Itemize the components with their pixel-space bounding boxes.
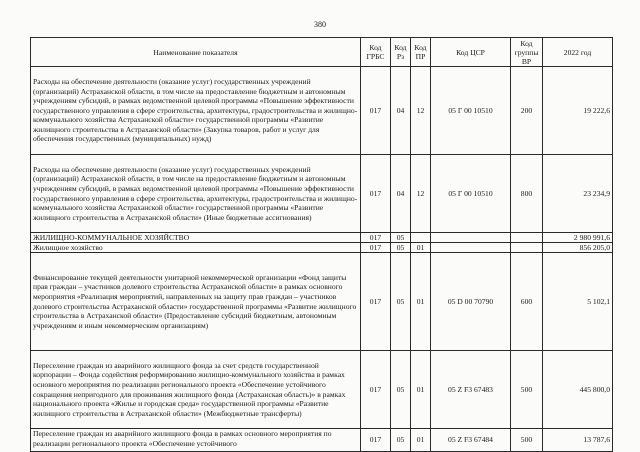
row-vr: 500 bbox=[511, 351, 543, 429]
header-year: 2022 год bbox=[543, 38, 613, 67]
row-grbs: 017 bbox=[361, 67, 391, 155]
row-name: Переселение граждан из аварийного жилищного фонда за счет средств государственной корпорации – Фонда содействия реформированию жилищно-коммунального хозяйства в рамках основного мероприятия по реализации регионального проекта «Обеспечение устойчивого сокращения непригодного для проживания жилищного фонда (Астраханская область)» в рамках национального проекта «Жилье и городская среда» государственной программы «Развитие жилищного строительства в Астраханской области» (Межбюджетные трансферты) bbox=[31, 351, 361, 429]
row-rz: 05 bbox=[391, 243, 411, 253]
row-rz: 05 bbox=[391, 233, 411, 243]
table-row bbox=[31, 233, 613, 243]
header-csr: Код ЦСР bbox=[431, 38, 511, 67]
row-csr bbox=[431, 233, 511, 243]
row-vr: 200 bbox=[511, 67, 543, 155]
row-vr: 600 bbox=[511, 253, 543, 351]
row-sum: 2 980 991,6 bbox=[543, 233, 613, 243]
row-grbs: 017 bbox=[361, 253, 391, 351]
row-sum: 23 234,9 bbox=[543, 155, 613, 233]
table-header-row bbox=[31, 38, 613, 67]
page-number: 380 bbox=[314, 20, 326, 29]
header-grbs: Код ГРБС bbox=[361, 38, 391, 67]
row-name: Расходы на обеспечение деятельности (оказание услуг) государственных учреждений (организаций) Астраханской области, в том числе на предоставление бюджетным и автономным учреждениям субсидий, в рамках ведомственной целевой программы «Повышение эффективности государственного управления в сфере строительства, архитектуры, градостроительства и жилищно-коммунального хозяйства Астраханской области» государственной программы «Развитие жилищного строительства в Астраханской области» (Иные бюджетные ассигнования) bbox=[31, 155, 361, 233]
row-pr bbox=[411, 233, 431, 243]
table-row bbox=[31, 253, 613, 351]
row-csr: 05 Z F3 67484 bbox=[431, 429, 511, 452]
header-rz: Код Рз bbox=[391, 38, 411, 67]
header-name: Наименование показателя bbox=[31, 38, 361, 67]
row-name: Финансирование текущей деятельности унитарной некоммерческой организации «Фонд защиты прав граждан – участников долевого строительства Астраханской области» в рамках основного мероприятия «Реализация мероприятий, направленных на защиту прав граждан – участников долевого строительства Астраханской области» государственной программы «Развитие жилищного строительства в Астраханской области» (Предоставление субсидий бюджетным, автономным учреждениям и иным некоммерческим организациям) bbox=[31, 253, 361, 351]
row-rz: 05 bbox=[391, 429, 411, 452]
row-sum: 445 800,0 bbox=[543, 351, 613, 429]
table-row bbox=[31, 155, 613, 233]
row-name: Жилищное хозяйство bbox=[31, 243, 361, 253]
row-grbs: 017 bbox=[361, 233, 391, 243]
row-rz: 05 bbox=[391, 253, 411, 351]
row-grbs: 017 bbox=[361, 429, 391, 452]
row-grbs: 017 bbox=[361, 155, 391, 233]
row-pr: 01 bbox=[411, 351, 431, 429]
row-vr bbox=[511, 233, 543, 243]
row-csr: 05 Г 00 10510 bbox=[431, 67, 511, 155]
table-row bbox=[31, 429, 613, 452]
row-vr: 500 bbox=[511, 429, 543, 452]
header-pr: Код ПР bbox=[411, 38, 431, 67]
row-name: Расходы на обеспечение деятельности (оказание услуг) государственных учреждений (организаций) Астраханской области, в том числе на предоставление бюджетным и автономным учреждениям субсидий, в рамках ведомственной целевой программы «Повышение эффективности государственного управления в сфере строительства, архитектуры, градостроительства и жилищно-коммунального хозяйства Астраханской области» государственной программы «Развитие жилищного строительства в Астраханской области» (Закупка товаров, работ и услуг для обеспечения государственных (муниципальных) нужд) bbox=[31, 67, 361, 155]
row-pr: 01 bbox=[411, 253, 431, 351]
row-rz: 04 bbox=[391, 67, 411, 155]
row-pr: 01 bbox=[411, 243, 431, 253]
row-rz: 05 bbox=[391, 351, 411, 429]
table-row bbox=[31, 351, 613, 429]
budget-table bbox=[30, 37, 613, 452]
row-sum: 5 102,1 bbox=[543, 253, 613, 351]
table-row bbox=[31, 67, 613, 155]
row-vr: 800 bbox=[511, 155, 543, 233]
row-name: ЖИЛИЩНО-КОММУНАЛЬНОЕ ХОЗЯЙСТВО bbox=[31, 233, 361, 243]
row-grbs: 017 bbox=[361, 243, 391, 253]
row-sum: 856 205,0 bbox=[543, 243, 613, 253]
row-pr: 12 bbox=[411, 155, 431, 233]
table-row bbox=[31, 243, 613, 253]
row-grbs: 017 bbox=[361, 351, 391, 429]
row-csr: 05 Г 00 10510 bbox=[431, 155, 511, 233]
row-csr bbox=[431, 243, 511, 253]
row-vr bbox=[511, 243, 543, 253]
row-pr: 12 bbox=[411, 67, 431, 155]
row-sum: 13 787,6 bbox=[543, 429, 613, 452]
row-rz: 04 bbox=[391, 155, 411, 233]
row-sum: 19 222,6 bbox=[543, 67, 613, 155]
row-csr: 05 D 00 70790 bbox=[431, 253, 511, 351]
row-name: Переселение граждан из аварийного жилищного фонда в рамках основного мероприятия по реализации регионального проекта «Обеспечение устойчивого bbox=[31, 429, 361, 452]
row-csr: 05 Z F3 67483 bbox=[431, 351, 511, 429]
row-pr: 01 bbox=[411, 429, 431, 452]
header-vr: Код группы ВР bbox=[511, 38, 543, 67]
